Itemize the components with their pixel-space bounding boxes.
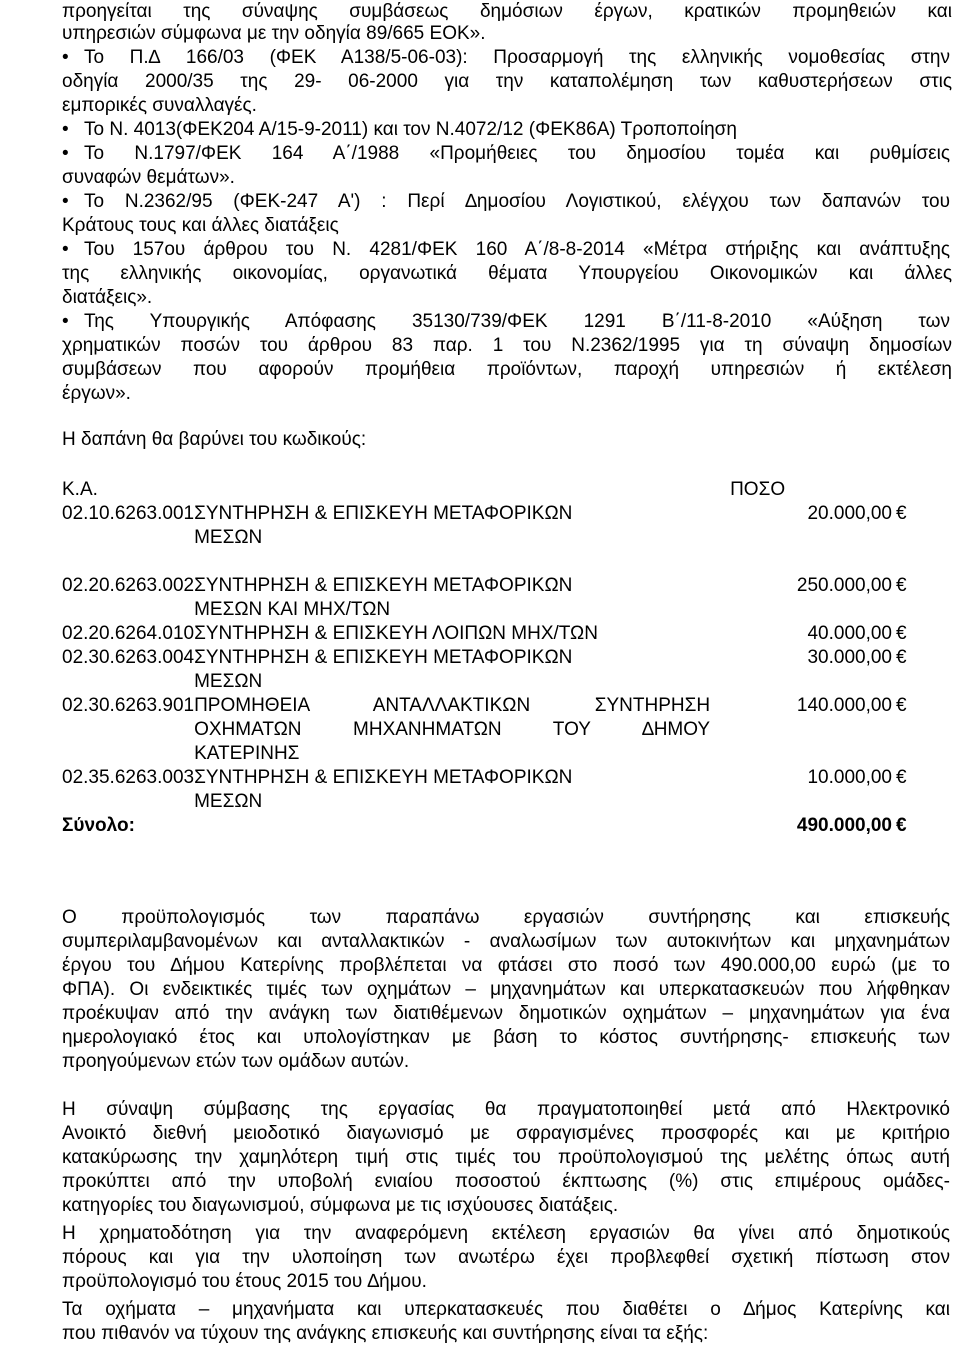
row-desc: ΜΕΣΩΝ bbox=[194, 671, 263, 692]
table-row bbox=[62, 502, 914, 574]
para-line: συμπεριλαμβανομένων και ανταλλακτικών - αναλωσίμων των αυτοκινήτων και μηχανημάτων bbox=[62, 931, 950, 952]
law-text-line: χρηματικών ποσών του άρθρου 83 παρ. 1 του Ν.2362/1995 για τη σύναψη δημοσίων bbox=[62, 335, 952, 356]
table-row bbox=[62, 646, 914, 694]
para-line: ΦΠΑ). Οι ενδεικτικές τιμές των οχημάτων – μηχανημάτων και υπερκατασκευών που λήφθηκαν bbox=[62, 979, 950, 1000]
law-text-line: διατάξεις». bbox=[62, 287, 153, 308]
law-text-line: συμβάσεων που αφορούν προμήθεια προϊόντων, παροχή υπηρεσιών ή εκτέλεση bbox=[62, 359, 952, 380]
law-text-line: συναφών θεμάτων». bbox=[62, 167, 235, 188]
law-text-line: προηγείται της σύναψης συμβάσεως δημόσιων έργων, κρατικών προμηθειών και bbox=[62, 1, 952, 22]
total-label: Σύνολο: bbox=[62, 815, 135, 836]
euro-icon: € bbox=[896, 503, 907, 524]
table-total-row bbox=[62, 814, 914, 838]
para-line: κατακύρωσης την χαμηλότερη τιμή στις τιμές του προϋπολογισμού της μελέτης όπως αυτή bbox=[62, 1147, 950, 1168]
para-line: Τα οχήματα – μηχανήματα και υπερκατασκευές που διαθέτει ο ∆ήμος Κατερίνης και bbox=[62, 1299, 950, 1320]
row-code: 02.30.6263.004 bbox=[62, 647, 195, 668]
para-line: Ο προϋπολογισμός των παραπάνω εργασιών συντήρησης και επισκευής bbox=[62, 907, 950, 928]
row-desc: ΣΥΝΤΗΡΗΣΗ & ΕΠΙΣΚΕΥΗ ΜΕΤΑΦΟΡΙΚΩΝ bbox=[194, 647, 573, 668]
row-code: 02.20.6263.002 bbox=[62, 575, 195, 596]
row-desc: ΟΧΗΜΑΤΩΝ ΜΗΧΑΝΗΜΑΤΩΝ ΤΟΥ ∆ΗΜΟΥ bbox=[194, 719, 711, 740]
law-bullet-item bbox=[62, 310, 952, 334]
law-bullet-text: Το Π.∆ 166/03 (ΦΕΚ Α138/5-06-03): Προσαρμογή της ελληνικής νομοθεσίας στην bbox=[84, 47, 950, 68]
para-line: Η σύναψη σύμβασης της εργασίας θα πραγματοποιηθεί μετά από Ηλεκτρονικό bbox=[62, 1099, 950, 1120]
row-amount: 30.000,00 bbox=[807, 647, 892, 668]
euro-icon: € bbox=[896, 695, 907, 716]
law-bullet-item bbox=[62, 142, 952, 166]
row-desc: ΜΕΣΩΝ bbox=[194, 527, 263, 548]
table-row bbox=[62, 694, 914, 766]
law-text-line: οδηγία 2000/35 της 29- 06-2000 για την καταπολέμηση των καθυστερήσεων στις bbox=[62, 71, 952, 92]
row-desc: ΚΑΤΕΡΙΝΗΣ bbox=[194, 743, 300, 764]
para-line: προκύπτει από την υποβολή ενιαίου ποσοστού έκπτωσης (%) στις επιμέρους ομάδες- bbox=[62, 1171, 950, 1192]
table-row bbox=[62, 622, 914, 646]
table-row bbox=[62, 574, 914, 622]
law-bullet-text: Το Ν.2362/95 (ΦΕΚ-247 Α') : Περί ∆ημοσίου Λογιστικού, ελέγχου των δαπανών του bbox=[84, 191, 950, 212]
row-code: 02.20.6264.010 bbox=[62, 623, 195, 644]
row-amount: 20.000,00 bbox=[807, 503, 892, 524]
para-line: Η χρηματοδότηση για την αναφερόμενη εκτέλεση εργασιών θα γίνει από δημοτικούς bbox=[62, 1223, 950, 1244]
law-bullet-text: Της Υπουργικής Απόφασης 35130/739/ΦΕΚ 1291 Β΄/11-8-2010 «Αύξηση των bbox=[84, 311, 950, 332]
para-line: προϋπολογισμό του έτους 2015 του ∆ήμου. bbox=[62, 1271, 427, 1292]
law-text-line: εμπορικές συναλλαγές. bbox=[62, 95, 257, 116]
paragraph-budget bbox=[62, 906, 950, 1074]
law-bullet-text: Το Ν. 4013(ΦΕΚ204 Α/15-9-2011) και τον Ν.4072/12 (ΦΕΚ86Α) Τροποποίηση bbox=[84, 119, 737, 140]
row-desc: ΠΡΟΜΗΘΕΙΑ ΑΝΤΑΛΛΑΚΤΙΚΩΝ ΣΥΝΤΗΡΗΣΗ bbox=[194, 695, 711, 716]
paragraph-vehicles bbox=[62, 1298, 950, 1346]
para-line: προέκυψαν από την ανάγκη των διατιθέμενων δημοτικών οχημάτων – μηχανημάτων για ένα bbox=[62, 1003, 950, 1024]
para-line: έργου του ∆ήμου Κατερίνης προβλέπεται να φτάσει στο ποσό των 490.000,00 ευρώ (με το bbox=[62, 955, 950, 976]
euro-icon: € bbox=[896, 647, 907, 668]
law-text-line: Κράτους τους και άλλες διατάξεις bbox=[62, 215, 339, 236]
row-desc: ΜΕΣΩΝ ΚΑΙ ΜΗΧ/ΤΩΝ bbox=[194, 599, 391, 620]
law-bullet-text: Του 157ου άρθρου του Ν. 4281/ΦΕΚ 160 Α΄/8-8-2014 «Μέτρα στήριξης και ανάπτυξης bbox=[84, 239, 950, 260]
row-desc: ΣΥΝΤΗΡΗΣΗ & ΕΠΙΣΚΕΥΗ ΜΕΤΑΦΟΡΙΚΩΝ bbox=[194, 575, 573, 596]
budget-table bbox=[62, 478, 914, 838]
euro-icon: € bbox=[896, 623, 907, 644]
para-line: Ανοικτό διεθνή μειοδοτικό διαγωνισμό με σφραγισμένες προσφορές και με κριτήριο bbox=[62, 1123, 950, 1144]
row-amount: 40.000,00 bbox=[807, 623, 892, 644]
para-line: που πιθανόν να τύχουν της ανάγκης επισκευής και συντήρησης είναι τα εξής: bbox=[62, 1323, 709, 1344]
para-line: κατηγορίες του διαγωνισμού, σύμφωνα με τις ισχύουσες διατάξεις. bbox=[62, 1195, 619, 1216]
row-amount: 140.000,00 bbox=[796, 695, 892, 716]
law-text-line: υπηρεσιών σύμφωνα με την οδηγία 89/665 ΕΟΚ». bbox=[62, 23, 486, 44]
row-desc: ΜΕΣΩΝ bbox=[194, 791, 263, 812]
para-line: ημερολογιακό έτος και υπολογίστηκαν με βάση το κόστος συντήρησης- επισκευής των bbox=[62, 1027, 950, 1048]
row-code: 02.30.6263.901 bbox=[62, 695, 195, 716]
table-row bbox=[62, 766, 914, 814]
paragraph-funding bbox=[62, 1222, 950, 1294]
row-code: 02.35.6263.003 bbox=[62, 767, 195, 788]
row-desc: ΣΥΝΤΗΡΗΣΗ & ΕΠΙΣΚΕΥΗ ΛΟΙΠΩΝ ΜΗΧ/ΤΩΝ bbox=[194, 623, 598, 644]
euro-icon: € bbox=[896, 815, 907, 836]
law-bullet-item bbox=[62, 46, 952, 70]
paragraph-tender bbox=[62, 1098, 950, 1218]
row-amount: 250.000,00 bbox=[796, 575, 892, 596]
law-bullet-text: Το Ν.1797/ΦΕΚ 164 Α΄/1988 «Προμήθειες του δημοσίου τομέα και ρυθμίσεις bbox=[84, 143, 950, 164]
total-amount: 490.000,00 bbox=[796, 815, 892, 836]
row-desc: ΣΥΝΤΗΡΗΣΗ & ΕΠΙΣΚΕΥΗ ΜΕΤΑΦΟΡΙΚΩΝ bbox=[194, 767, 573, 788]
row-code: 02.10.6263.001 bbox=[62, 503, 195, 524]
euro-icon: € bbox=[896, 575, 907, 596]
law-bullet-item bbox=[62, 118, 952, 142]
law-text-line: της ελληνικής οικονομίας, οργανωτικά θέματα Υπουργείου Οικονομικών και άλλες bbox=[62, 263, 952, 284]
budget-intro: Η δαπάνη θα βαρύνει του κωδικούς: bbox=[62, 429, 367, 450]
para-line: πόρους και για την υλοποίηση των ανωτέρω έχει προβλεφθεί σχετική πίστωση στον bbox=[62, 1247, 950, 1268]
row-desc: ΣΥΝΤΗΡΗΣΗ & ΕΠΙΣΚΕΥΗ ΜΕΤΑΦΟΡΙΚΩΝ bbox=[194, 503, 573, 524]
law-bullet-item bbox=[62, 190, 952, 214]
law-bullet-item bbox=[62, 238, 952, 262]
header-code: Κ.Α. bbox=[62, 479, 98, 500]
table-header-row bbox=[62, 478, 914, 502]
law-text-line: έργων». bbox=[62, 383, 131, 404]
euro-icon: € bbox=[896, 767, 907, 788]
row-amount: 10.000,00 bbox=[807, 767, 892, 788]
para-line: προηγούμενων ετών των ομάδων αυτών. bbox=[62, 1051, 410, 1072]
header-amount: ΠΟΣΟ bbox=[730, 479, 786, 500]
